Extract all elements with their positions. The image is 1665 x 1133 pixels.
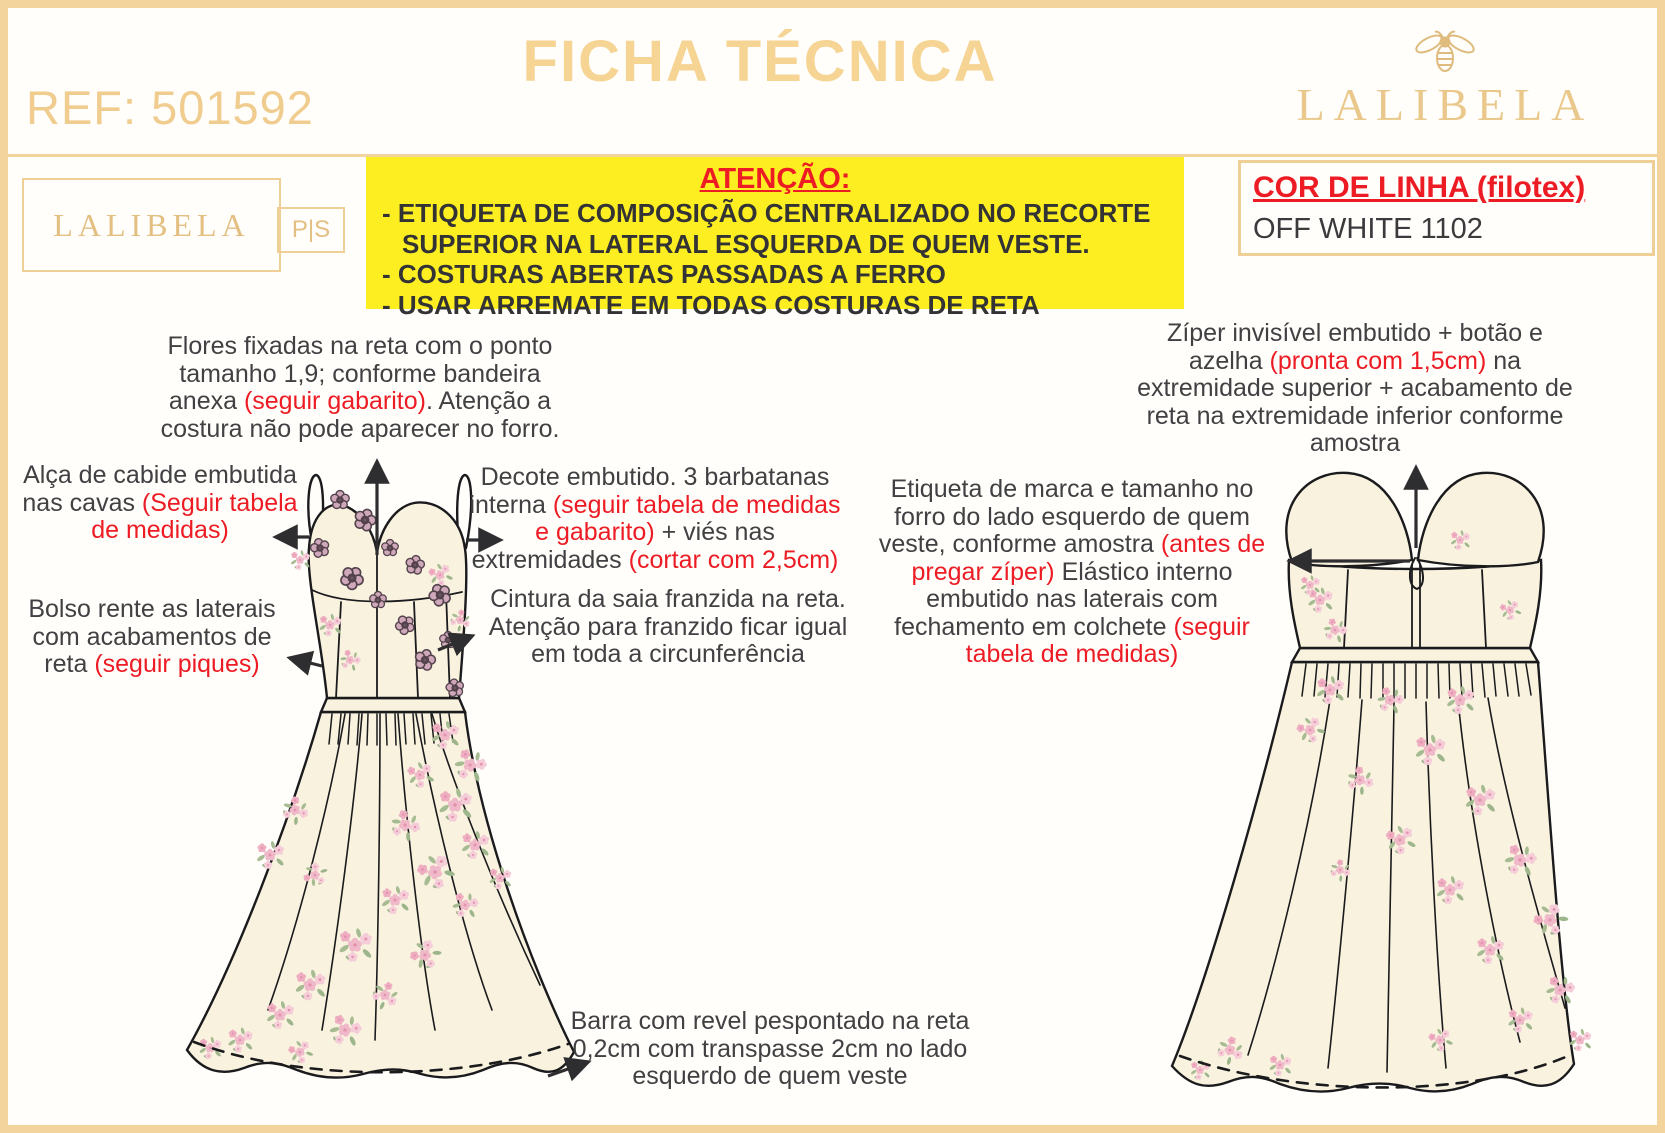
annotation-text: + viés nas extremidades	[471, 518, 775, 574]
annotation-text: Decote embutido. 3 barbatanas interna	[469, 463, 830, 519]
attention-box	[366, 157, 1184, 321]
brand-label-text: LALIBELA	[53, 206, 250, 243]
annotation-text: Barra com revel pespontado na reta 0,2cm com transpasse 2cm no lado esquerdo de quem veste	[570, 1007, 970, 1090]
annotation-text: Cintura da saia franzida na reta. Atenção para franzido ficar igual em toda a circunferência	[488, 585, 848, 668]
bee-icon	[1414, 32, 1476, 71]
annotation-text-red: (pronta com 1,5cm)	[1269, 346, 1487, 375]
thread-color-value: OFF WHITE 1102	[1253, 213, 1483, 245]
annotation-text-red: (cortar com 2,5cm)	[628, 545, 839, 574]
annotation-ziper	[1135, 320, 1575, 458]
annotation-text: Elástico interno embutido nas laterais com fechamento em colchete	[894, 557, 1233, 641]
annotation-decote	[460, 464, 850, 574]
annotation-text: Flores fixadas na reta com o ponto tamanho 1,9; conforme bandeira anexa	[167, 332, 553, 415]
reference-number: REF: 501592	[26, 81, 314, 134]
annotation-text-red: (seguir gabarito)	[243, 387, 426, 415]
annotation-bolso	[12, 596, 292, 679]
attention-item: - USAR ARREMATE EM TODAS COSTURAS DE RETA	[382, 290, 1040, 321]
attention-item: - COSTURAS ABERTAS PASSADAS A FERRO	[382, 259, 946, 290]
annotation-text-red: (antes de pregar zíper)	[911, 530, 1266, 586]
size-tag-box: P|S	[277, 207, 345, 253]
brand-label-box	[22, 178, 281, 272]
annotation-text: Alça de cabide embutida nas cavas	[22, 461, 297, 517]
annotation-text: . Atenção a costura não pode aparecer no forro.	[160, 387, 560, 443]
annotation-text: Bolso rente as laterais com acabamentos de reta	[28, 595, 276, 678]
annotation-text-red: (seguir tabela de medidas)	[965, 612, 1250, 668]
attention-title: ATENÇÃO:	[699, 163, 851, 195]
annotation-text-red: (seguir piques)	[94, 650, 260, 678]
attention-item: - ETIQUETA DE COMPOSIÇÃO CENTRALIZADO NO RECORTE SUPERIOR NA LATERAL ESQUERDA DE QUEM VESTE.	[382, 198, 1151, 259]
annotation-text: Zíper invisível embutido + botão e azelha	[1167, 319, 1543, 375]
annotation-barra	[565, 1008, 975, 1091]
annotation-alca	[15, 462, 305, 545]
annotation-text-red: (Seguir tabela de medidas)	[91, 488, 298, 544]
brand-logo-text: LALIBELA	[1296, 79, 1594, 130]
page-title: FICHA TÉCNICA	[522, 29, 998, 94]
arrow-bolso	[290, 658, 322, 666]
thread-color-title: COR DE LINHA (filotex)	[1253, 171, 1586, 204]
annotation-cintura	[468, 586, 868, 669]
thread-color-box	[1238, 160, 1655, 256]
annotation-text: Etiqueta de marca e tamanho no forro do lado esquerdo de quem veste, conforme amostra	[878, 475, 1254, 558]
annotation-flores	[150, 333, 570, 443]
annotation-etiqueta	[872, 476, 1272, 669]
annotation-text-red: (seguir tabela de medidas e gabarito)	[535, 490, 841, 546]
annotation-text: na extremidade superior + acabamento de reta na extremidade inferior conforme amostra	[1137, 346, 1573, 457]
